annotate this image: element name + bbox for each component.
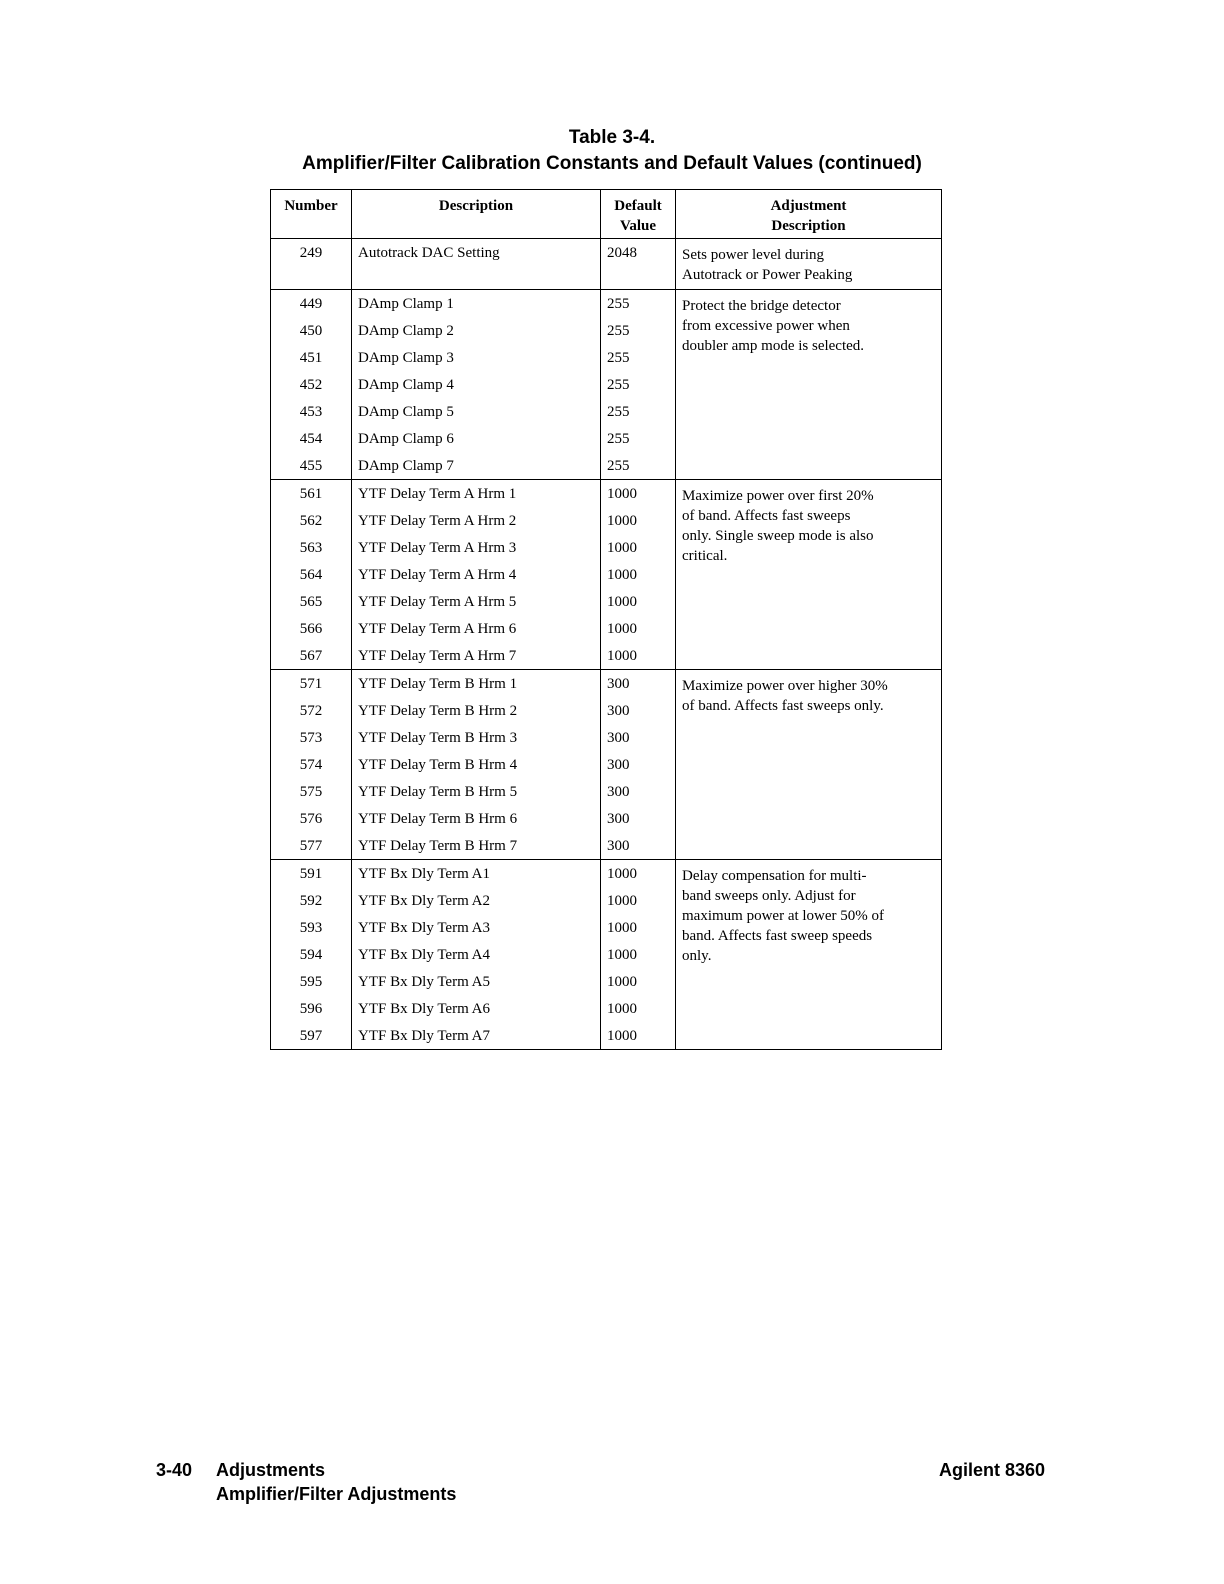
adjustment-line: band. Affects fast sweep speeds [682,928,873,944]
adjustment-line: doubler amp mode is selected. [682,338,865,354]
cell-description: YTF Delay Term A Hrm 2 [352,507,601,534]
cell-default-value: 1000 [601,995,676,1022]
cell-description: YTF Delay Term B Hrm 5 [352,778,601,805]
cell-description: YTF Bx Dly Term A2 [352,887,601,914]
cell-description: DAmp Clamp 7 [352,452,601,480]
header-description: Description [352,190,601,239]
adjustment-line: Autotrack or Power Peaking [682,267,853,283]
header-default-line1: Default [614,198,662,214]
cell-default-value: 1000 [601,968,676,995]
cell-description: YTF Delay Term A Hrm 6 [352,615,601,642]
cell-description: DAmp Clamp 5 [352,398,601,425]
cell-description: YTF Delay Term B Hrm 2 [352,697,601,724]
cell-number: 563 [271,534,352,561]
cell-number: 452 [271,371,352,398]
cell-description: YTF Bx Dly Term A4 [352,941,601,968]
cell-description: DAmp Clamp 4 [352,371,601,398]
cell-adjustment-description [676,239,942,290]
cell-number: 597 [271,1022,352,1050]
cell-default-value: 1000 [601,860,676,888]
cell-default-value: 300 [601,805,676,832]
cell-description: YTF Bx Dly Term A6 [352,995,601,1022]
cell-description: DAmp Clamp 2 [352,317,601,344]
cell-description: YTF Delay Term A Hrm 4 [352,561,601,588]
cell-default-value: 1000 [601,588,676,615]
cell-default-value: 255 [601,398,676,425]
cell-number: 594 [271,941,352,968]
cell-default-value: 1000 [601,615,676,642]
cell-number: 575 [271,778,352,805]
adjustment-line: of band. Affects fast sweeps [682,508,851,524]
footer-page-number: 3-40 [156,1460,193,1480]
cell-number: 577 [271,832,352,860]
cell-number: 566 [271,615,352,642]
cell-number: 596 [271,995,352,1022]
cell-number: 450 [271,317,352,344]
cell-number: 455 [271,452,352,480]
adjustment-line: only. Single sweep mode is also [682,528,874,544]
header-adjustment-description [676,190,942,239]
adjustment-line: Maximize power over first 20% [682,488,874,504]
cell-default-value: 1000 [601,534,676,561]
table-header [271,190,942,239]
cell-default-value: 300 [601,724,676,751]
cell-description: YTF Bx Dly Term A1 [352,860,601,888]
cell-description: DAmp Clamp 6 [352,425,601,452]
cell-description: DAmp Clamp 3 [352,344,601,371]
calibration-constants-table [270,189,942,1050]
cell-description: YTF Bx Dly Term A3 [352,914,601,941]
cell-number: 562 [271,507,352,534]
cell-default-value: 1000 [601,642,676,670]
cell-description: YTF Delay Term B Hrm 7 [352,832,601,860]
cell-number: 453 [271,398,352,425]
cell-number: 561 [271,480,352,508]
adjustment-line: Sets power level during [682,247,825,263]
adjustment-line: Delay compensation for multi- [682,868,867,884]
cell-default-value: 255 [601,425,676,452]
cell-default-value: 255 [601,452,676,480]
cell-adjustment-description [676,290,942,480]
cell-description: YTF Bx Dly Term A5 [352,968,601,995]
footer-section: Adjustments [216,1460,326,1480]
table-caption-title: Amplifier/Filter Calibration Constants and Default Values (continued) [302,153,922,174]
adjustment-line: band sweeps only. Adjust for [682,888,856,904]
table-row [271,670,942,698]
cell-number: 249 [271,239,352,290]
table-row [271,290,942,318]
table-body [271,239,942,1050]
cell-number: 565 [271,588,352,615]
table-row [271,480,942,508]
cell-description: YTF Delay Term B Hrm 1 [352,670,601,698]
cell-description: YTF Delay Term A Hrm 5 [352,588,601,615]
cell-number: 454 [271,425,352,452]
cell-number: 449 [271,290,352,318]
cell-number: 591 [271,860,352,888]
cell-default-value: 1000 [601,561,676,588]
cell-adjustment-description [676,860,942,1050]
header-default-line2: Value [619,218,657,234]
cell-default-value: 255 [601,317,676,344]
cell-adjustment-description [676,480,942,670]
cell-number: 576 [271,805,352,832]
cell-number: 451 [271,344,352,371]
cell-default-value: 255 [601,344,676,371]
cell-default-value: 1000 [601,887,676,914]
cell-default-value: 300 [601,832,676,860]
cell-number: 567 [271,642,352,670]
cell-description: YTF Bx Dly Term A7 [352,1022,601,1050]
cell-number: 593 [271,914,352,941]
cell-default-value: 300 [601,670,676,698]
adjustment-line: of band. Affects fast sweeps only. [682,698,884,714]
cell-description: DAmp Clamp 1 [352,290,601,318]
header-row [271,190,942,239]
cell-adjustment-description [676,670,942,860]
header-adjust-line2: Description [771,218,846,234]
cell-number: 574 [271,751,352,778]
cell-number: 573 [271,724,352,751]
adjustment-line: Maximize power over higher 30% [682,678,888,694]
cell-default-value: 1000 [601,941,676,968]
header-default-value [601,190,676,239]
cell-default-value: 1000 [601,480,676,508]
cell-description: YTF Delay Term B Hrm 4 [352,751,601,778]
table-caption-number: Table 3-4. [568,127,656,148]
cell-description: YTF Delay Term A Hrm 3 [352,534,601,561]
cell-number: 564 [271,561,352,588]
adjustment-line: critical. [682,548,728,564]
adjustment-line: Protect the bridge detector [682,298,841,314]
cell-number: 595 [271,968,352,995]
cell-description: YTF Delay Term B Hrm 3 [352,724,601,751]
table-row [271,239,942,290]
cell-description: YTF Delay Term A Hrm 1 [352,480,601,508]
adjustment-line: only. [682,948,712,964]
cell-default-value: 1000 [601,914,676,941]
cell-default-value: 255 [601,371,676,398]
cell-number: 571 [271,670,352,698]
cell-description: Autotrack DAC Setting [352,239,601,290]
adjustment-line: maximum power at lower 50% of [682,908,885,924]
header-number: Number [271,190,352,239]
cell-default-value: 1000 [601,507,676,534]
cell-default-value: 2048 [601,239,676,290]
footer-subsection: Amplifier/Filter Adjustments [216,1484,457,1504]
header-adjust-line1: Adjustment [770,198,847,214]
cell-default-value: 255 [601,290,676,318]
cell-description: YTF Delay Term B Hrm 6 [352,805,601,832]
table-row [271,860,942,888]
cell-number: 572 [271,697,352,724]
cell-description: YTF Delay Term A Hrm 7 [352,642,601,670]
cell-default-value: 1000 [601,1022,676,1050]
cell-default-value: 300 [601,697,676,724]
cell-number: 592 [271,887,352,914]
adjustment-line: from excessive power when [682,318,850,334]
footer-page-section [156,1460,325,1481]
cell-default-value: 300 [601,778,676,805]
footer-product: Agilent 8360 [939,1460,1046,1480]
cell-default-value: 300 [601,751,676,778]
